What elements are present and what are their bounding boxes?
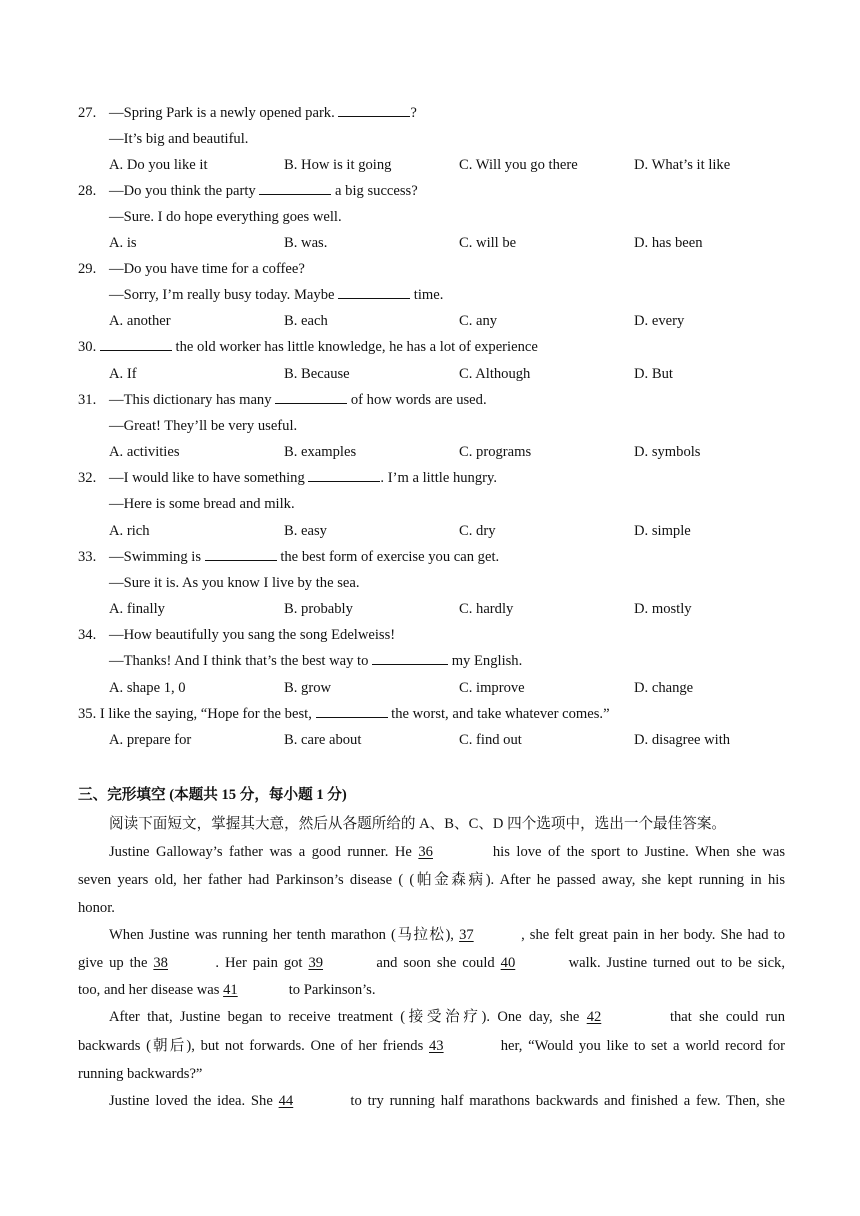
option-d: D. What’s it like [634, 157, 731, 173]
question-number: 30. [78, 339, 100, 355]
answer-blank [372, 652, 448, 665]
passage-text: and soon she could [370, 955, 501, 971]
answer-blank [100, 338, 172, 351]
passage-text: to try running half marathons backwards and finished a few. Then, she [344, 1093, 785, 1109]
question-number: 32. [78, 470, 97, 486]
question-27-stem [109, 104, 417, 122]
option-a: A. shape 1, 0 [109, 680, 186, 696]
option-c: C. dry [459, 523, 496, 539]
blank-36: 36 [418, 844, 433, 860]
option-a: A. rich [109, 523, 150, 539]
blank-37: 37 [459, 927, 474, 943]
blank-42: 42 [586, 1009, 602, 1025]
question-34-reply [109, 652, 522, 670]
passage-line [78, 1008, 785, 1026]
option-c: C. Will you go there [459, 157, 578, 173]
passage-text: too, and her disease was [78, 982, 224, 998]
stem-text: —Sorry, I’m really busy today. Maybe [109, 287, 339, 303]
passage-text: After that, Justine began to receive treatment (接受治疗). One day, she [109, 1009, 587, 1025]
blank-43: 43 [429, 1038, 444, 1054]
passage-line: seven years old, her father had Parkinson’s disease ( (帕金森病). After he passed away, she kept running in his [78, 872, 785, 888]
passage-text: When Justine was running her tenth marathon (马拉松), [109, 927, 460, 943]
option-c: C. hardly [459, 601, 514, 617]
question-number: 27. [78, 105, 97, 121]
stem-text: of how words are used. [347, 392, 487, 408]
section-heading: 三、完形填空 (本题共 15 分，每小题 1 分) [78, 787, 347, 803]
passage-text: walk. Justine turned out to be sick, [562, 955, 785, 971]
answer-blank [259, 182, 331, 195]
passage-line: running backwards?” [78, 1066, 203, 1082]
option-b: B. each [284, 313, 328, 329]
option-d: D. every [634, 313, 685, 329]
answer-blank [205, 548, 277, 561]
option-b: B. was. [284, 235, 328, 251]
stem-text: —I would like to have something [109, 470, 309, 486]
question-27-reply: —It’s big and beautiful. [109, 131, 249, 147]
option-c: C. Although [459, 366, 531, 382]
option-d: D. symbols [634, 444, 701, 460]
passage-text: backwards (朝后), but not forwards. One of her friends [78, 1038, 429, 1054]
answer-blank [338, 286, 410, 299]
passage-text: that she could run [662, 1009, 785, 1025]
passage-text: . Her pain got [215, 955, 309, 971]
question-number: 31. [78, 392, 97, 408]
option-d: D. change [634, 680, 694, 696]
question-29-reply [109, 286, 443, 304]
stem-text: —Do you think the party [109, 183, 260, 199]
passage-line [78, 1092, 785, 1110]
question-34-stem: —How beautifully you sang the song Edelweiss! [109, 627, 396, 643]
option-a: A. another [109, 313, 171, 329]
passage-text: , she felt great pain in her body. She had to [521, 927, 785, 943]
passage-line [78, 1037, 785, 1055]
option-d: D. But [634, 366, 673, 382]
option-a: A. prepare for [109, 732, 192, 748]
question-number: 34. [78, 627, 97, 643]
option-a: A. If [109, 366, 137, 382]
stem-text: —Spring Park is a newly opened park. [109, 105, 339, 121]
answer-blank [338, 104, 410, 117]
option-a: A. is [109, 235, 137, 251]
blank-41: 41 [223, 982, 238, 998]
question-30-stem [78, 338, 538, 356]
stem-text: the old worker has little knowledge, he has a lot of experience [171, 339, 538, 355]
option-b: B. Because [284, 366, 350, 382]
passage-text: Justine loved the idea. She [109, 1093, 279, 1109]
option-b: B. grow [284, 680, 332, 696]
stem-text: time. [410, 287, 444, 303]
question-28-stem [109, 182, 418, 200]
option-d: D. simple [634, 523, 691, 539]
answer-blank [316, 705, 388, 718]
stem-text: my English. [448, 653, 523, 669]
blank-38: 38 [153, 955, 168, 971]
passage-line [78, 981, 785, 999]
option-c: C. any [459, 313, 498, 329]
option-b: B. care about [284, 732, 362, 748]
question-28-reply: —Sure. I do hope everything goes well. [109, 209, 342, 225]
option-c: C. programs [459, 444, 532, 460]
option-d: D. mostly [634, 601, 692, 617]
passage-text: to Parkinson’s. [285, 982, 376, 998]
option-b: B. examples [284, 444, 357, 460]
stem-text: the worst, and take whatever comes.” [387, 706, 610, 722]
question-31-reply: —Great! They’ll be very useful. [109, 418, 298, 434]
question-32-stem [109, 469, 497, 487]
question-number: 29. [78, 261, 97, 277]
question-32-reply: —Here is some bread and milk. [109, 496, 295, 512]
passage-line [78, 843, 785, 861]
answer-blank [275, 391, 347, 404]
option-a: A. Do you like it [109, 157, 208, 173]
question-29-stem: —Do you have time for a coffee? [109, 261, 305, 277]
stem-text: 35. I like the saying, “Hope for the best, [78, 706, 316, 722]
stem-text: . I’m a little hungry. [380, 470, 498, 486]
passage-text: give up the [78, 955, 154, 971]
option-c: C. will be [459, 235, 517, 251]
question-number: 28. [78, 183, 97, 199]
section-instruction: 阅读下面短文，掌握其大意，然后从各题所给的 A、B、C、D 四个选项中，选出一个最佳答案。 [109, 816, 727, 832]
stem-text: —Thanks! And I think that’s the best way to [109, 653, 373, 669]
option-a: A. activities [109, 444, 180, 460]
blank-39: 39 [308, 955, 324, 971]
option-c: C. find out [459, 732, 522, 748]
option-b: B. How is it going [284, 157, 392, 173]
passage-line: honor. [78, 900, 115, 916]
blank-44: 44 [278, 1093, 294, 1109]
stem-text: a big success? [331, 183, 418, 199]
passage-line [78, 926, 785, 944]
blank-40: 40 [500, 955, 516, 971]
option-d: D. has been [634, 235, 703, 251]
question-33-reply: —Sure it is. As you know I live by the sea. [109, 575, 360, 591]
question-31-stem [109, 391, 487, 409]
question-33-stem [109, 548, 499, 566]
stem-text: ? [410, 105, 417, 121]
stem-text: —This dictionary has many [109, 392, 276, 408]
passage-text: her, “Would you like to set a world record for [495, 1038, 785, 1054]
option-c: C. improve [459, 680, 525, 696]
stem-text: —Swimming is [109, 549, 205, 565]
option-a: A. finally [109, 601, 165, 617]
question-number: 33. [78, 549, 97, 565]
answer-blank [308, 469, 380, 482]
passage-text: his love of the sport to Justine. When she was [486, 844, 786, 860]
option-d: D. disagree with [634, 732, 731, 748]
option-b: B. probably [284, 601, 353, 617]
passage-text: Justine Galloway’s father was a good runner. He [109, 844, 419, 860]
passage-line [78, 954, 785, 972]
question-35-stem [78, 705, 610, 723]
stem-text: the best form of exercise you can get. [276, 549, 500, 565]
option-b: B. easy [284, 523, 327, 539]
